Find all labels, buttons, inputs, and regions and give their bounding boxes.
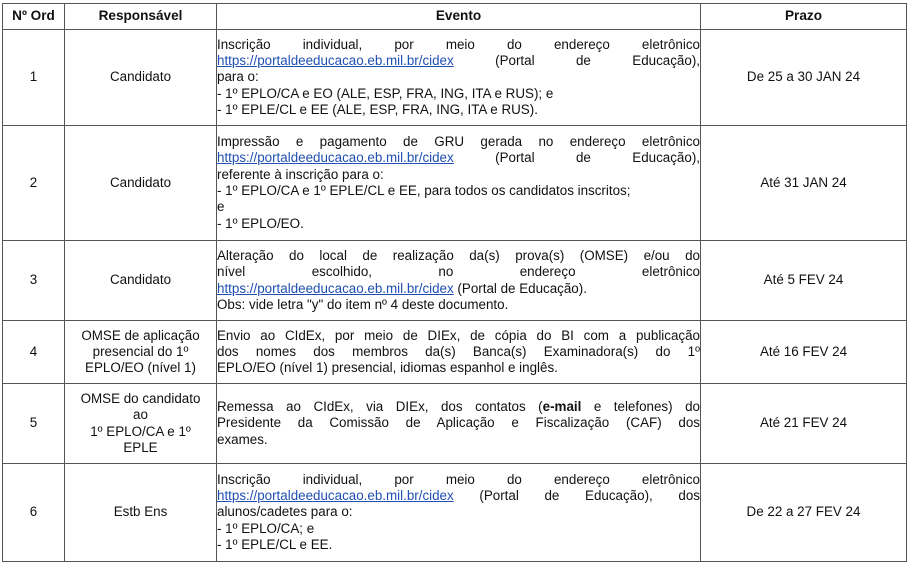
email-emphasis: e-mail: [542, 399, 582, 415]
responsavel-line: Candidato: [109, 69, 172, 85]
responsavel-cell: [65, 241, 217, 321]
responsavel-cell: [65, 384, 217, 464]
prazo-cell: Até 16 FEV 24: [701, 321, 907, 384]
header-evento: Evento: [217, 4, 701, 30]
responsavel-line: Estb Ens: [113, 504, 168, 520]
prazo-cell: Até 21 FEV 24: [701, 384, 907, 464]
table-row: [3, 126, 907, 241]
responsavel-cell: [65, 321, 217, 384]
responsavel-line: EPLO/EO (nível 1): [85, 360, 196, 376]
evento-cell: [217, 384, 701, 464]
responsavel-line: EPLE: [123, 439, 158, 455]
prazo-cell: De 25 a 30 JAN 24: [701, 30, 907, 126]
header-row: [3, 4, 907, 30]
header-ord: Nº Ord: [3, 4, 65, 30]
evento-line: - 1º EPLO/CA e 1º EPLE/CL e EE, para todos os candidatos inscritos;: [217, 183, 631, 198]
portal-link[interactable]: https://portaldeeducacao.eb.mil.br/cidex: [217, 150, 454, 166]
evento-line: alunos/cadetes para o:: [217, 504, 353, 520]
evento-line: - 1º EPLO/CA; e: [217, 520, 315, 536]
evento-line: Obs: vide letra "y" do item nº 4 deste documento.: [217, 296, 509, 312]
evento-line: EPLO/EO (nível 1) presencial, idiomas espanhol e inglês.: [217, 360, 558, 376]
evento-cell: [217, 126, 701, 241]
evento-line: Presidente da Comissão de Aplicação e Fiscalização (CAF) dos: [217, 415, 700, 431]
table-row: [3, 30, 907, 126]
portal-link[interactable]: https://portaldeeducacao.eb.mil.br/cidex: [217, 53, 454, 69]
responsavel-line: ao: [133, 407, 148, 423]
header-responsavel: Responsável: [65, 4, 217, 30]
ord-cell: 1: [3, 30, 65, 126]
prazo-cell: De 22 a 27 FEV 24: [701, 464, 907, 562]
responsavel-cell: [65, 30, 217, 126]
schedule-table: [2, 3, 907, 562]
evento-cell: [217, 321, 701, 384]
ord-cell: 5: [3, 384, 65, 464]
evento-line: - 1º EPLO/EO.: [217, 215, 304, 231]
table-row: [3, 464, 907, 562]
evento-line: Alteração do local de realização da(s) prova(s) (OMSE) e/ou do: [217, 247, 700, 263]
evento-line: referente à inscrição para o:: [217, 166, 384, 182]
evento-line: Inscrição individual, por meio do endereço eletrônico: [217, 471, 700, 487]
responsavel-line: Candidato: [109, 174, 172, 190]
prazo-cell: Até 5 FEV 24: [701, 241, 907, 321]
evento-line: Remessa ao CIdEx, via DIEx, dos contatos (e-mail e telefones) do: [217, 399, 700, 415]
table-row: [3, 321, 907, 384]
evento-line: Inscrição individual, por meio do endereço eletrônico: [217, 36, 700, 52]
responsavel-line: Candidato: [109, 272, 172, 288]
responsavel-line: OMSE do candidato: [80, 390, 201, 406]
responsavel-line: presencial do 1º: [92, 343, 189, 359]
ord-cell: 2: [3, 126, 65, 241]
portal-link[interactable]: https://portaldeeducacao.eb.mil.br/cidex: [217, 280, 454, 296]
table-row: [3, 384, 907, 464]
evento-cell: [217, 30, 701, 126]
responsavel-line: 1º EPLO/CA e 1º: [90, 423, 191, 439]
evento-line: Impressão e pagamento de GRU gerada no endereço eletrônico: [217, 134, 700, 150]
evento-line: exames.: [217, 431, 268, 447]
evento-line: - 1º EPLE/CL e EE (ALE, ESP, FRA, ING, ITA e RUS).: [217, 101, 538, 117]
header-prazo: Prazo: [701, 4, 907, 30]
evento-line: nível escolhido, no endereço eletrônico: [217, 264, 700, 280]
evento-line: Envio ao CIdEx, por meio de DIEx, de cópia do BI com a publicação: [217, 327, 700, 343]
ord-cell: 3: [3, 241, 65, 321]
responsavel-cell: [65, 464, 217, 562]
responsavel-cell: [65, 126, 217, 241]
evento-line: https://portaldeeducacao.eb.mil.br/cidex (Portal de Educação),: [217, 53, 700, 69]
responsavel-line: OMSE de aplicação: [81, 327, 200, 343]
evento-line: https://portaldeeducacao.eb.mil.br/cidex (Portal de Educação), dos: [217, 488, 700, 504]
evento-cell: [217, 241, 701, 321]
evento-line: - 1º EPLE/CL e EE.: [217, 536, 333, 552]
evento-line: - 1º EPLO/CA e EO (ALE, ESP, FRA, ING, ITA e RUS); e: [217, 85, 554, 101]
evento-line: dos nomes dos membros da(s) Banca(s) Examinadora(s) do 1º: [217, 343, 700, 359]
portal-link[interactable]: https://portaldeeducacao.eb.mil.br/cidex: [217, 488, 454, 504]
evento-line: e: [217, 199, 225, 215]
evento-line: para o:: [217, 69, 259, 85]
evento-line: https://portaldeeducacao.eb.mil.br/cidex (Portal de Educação).: [217, 280, 587, 296]
evento-cell: [217, 464, 701, 562]
ord-cell: 4: [3, 321, 65, 384]
table-row: [3, 241, 907, 321]
evento-line: https://portaldeeducacao.eb.mil.br/cidex (Portal de Educação),: [217, 150, 700, 166]
prazo-cell: Até 31 JAN 24: [701, 126, 907, 241]
ord-cell: 6: [3, 464, 65, 562]
